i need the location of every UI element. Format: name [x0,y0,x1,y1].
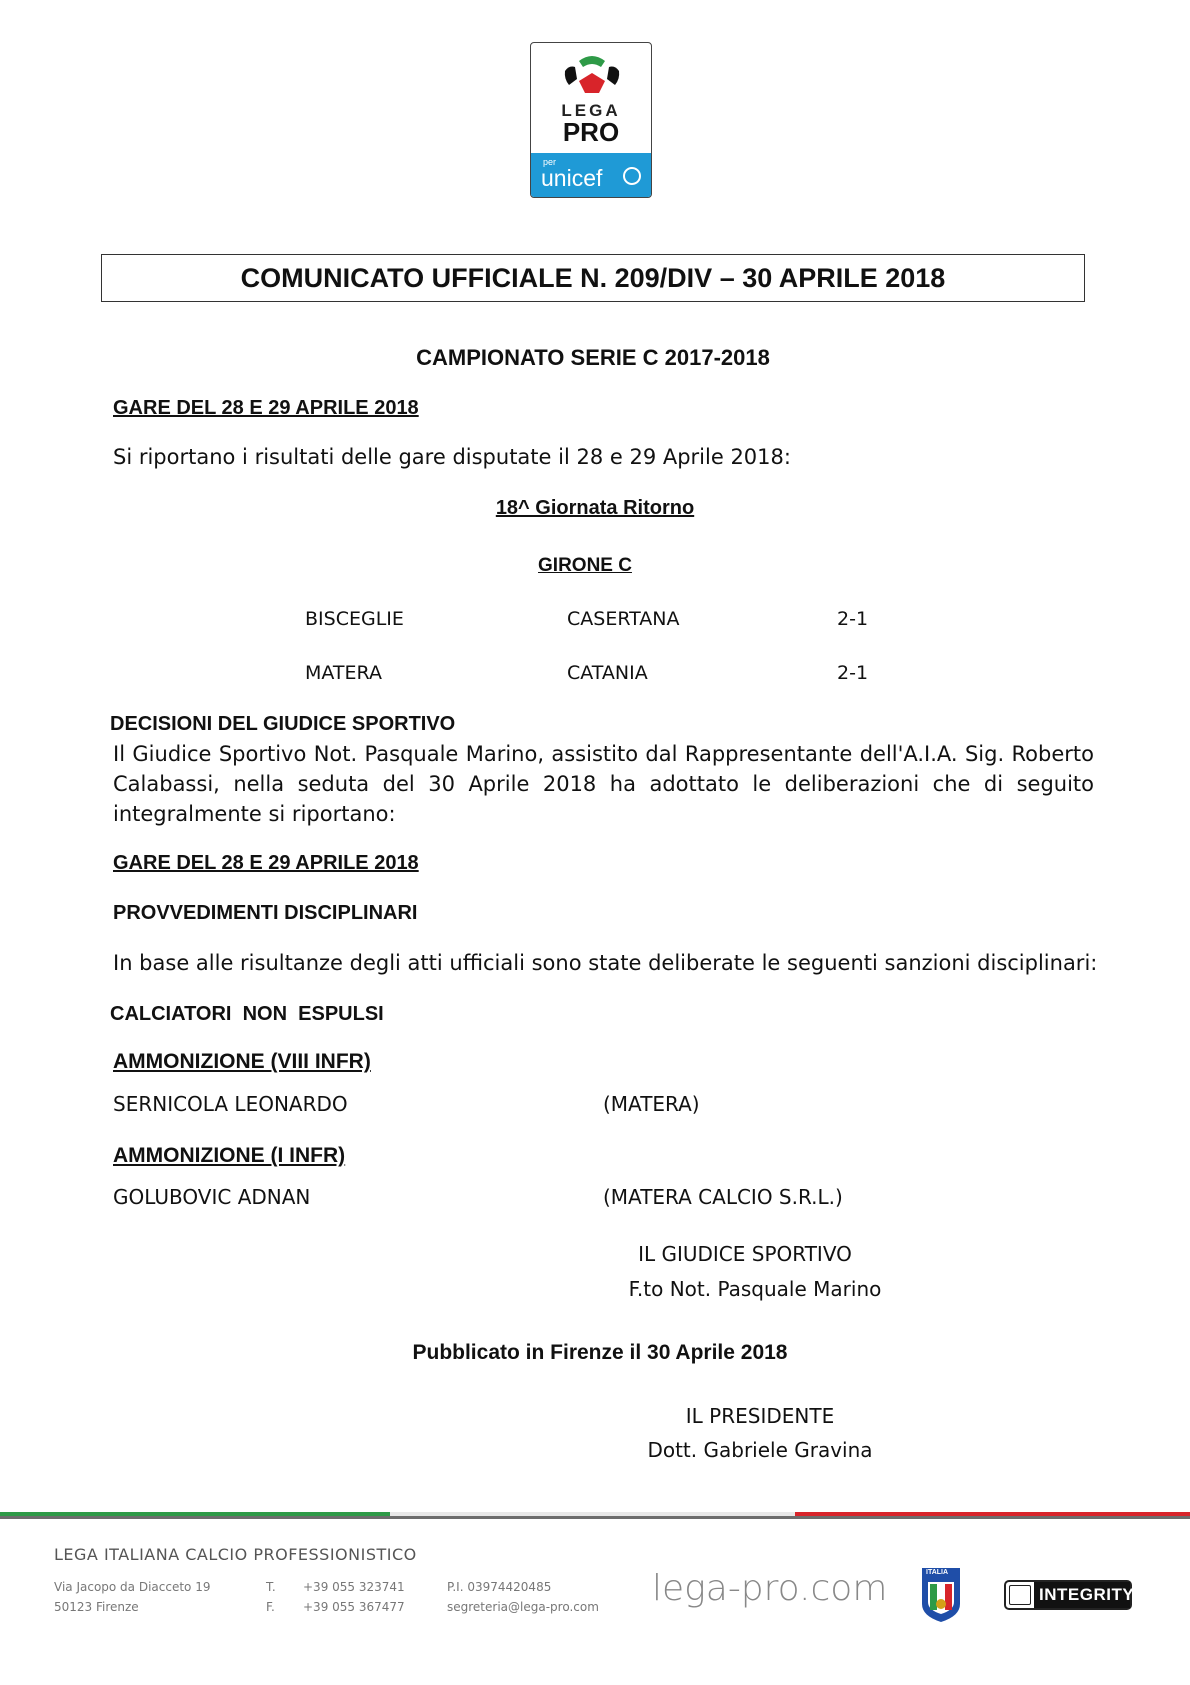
championship-heading: CAMPIONATO SERIE C 2017-2018 [416,345,770,370]
footer-phone-label: T. [266,1580,276,1594]
judge-signature: F.to Not. Pasquale Marino [628,1277,882,1301]
round-heading: 18^ Giornata Ritorno [495,497,695,519]
footer-address-line2: 50123 Firenze [54,1600,139,1614]
logo-lega-text: LEGA [561,101,621,120]
president-signature: Dott. Gabriele Gravina [647,1438,873,1462]
logo-unicef-text: unicef [541,165,603,191]
footer-address-line1: Via Jacopo da Diacceto 19 [54,1580,211,1594]
lega-pro-mini-icon [1009,1585,1031,1605]
sanction-player: GOLUBOVIC ADNAN [113,1185,311,1209]
ball-icon [559,51,625,101]
president-title: IL PRESIDENTE [685,1404,835,1428]
footer-vat: P.I. 03974420485 [447,1580,552,1594]
logo-per-text: per [543,157,557,167]
results-intro: Si riportano i risultati delle gare disputate il 28 e 29 Aprile 2018: [113,445,791,469]
logo-pro-text: PRO [562,117,620,147]
sanction-heading: AMMONIZIONE (I INFR) [113,1144,346,1167]
decisions-games-heading: GARE DEL 28 E 29 APRILE 2018 [113,852,419,874]
games-heading: GARE DEL 28 E 29 APRILE 2018 [113,397,419,419]
result-home-team: MATERA [305,662,382,684]
lega-pro-logo [530,42,652,198]
sanction-player: SERNICOLA LEONARDO [113,1092,348,1116]
result-home-team: BISCEGLIE [305,608,404,630]
decisions-heading: DECISIONI DEL GIUDICE SPORTIVO [110,713,456,735]
figc-label: ITALIA [926,1569,949,1576]
group-heading: GIRONE C [538,555,632,576]
provisions-intro: In base alle risultanze degli atti ufficiali sono state deliberate le seguenti sanzioni disciplinari: [113,951,1098,975]
footer-website-link[interactable]: lega-pro.com [652,1568,888,1609]
footer-phone: +39 055 323741 [303,1580,405,1594]
integrity-badge [1004,1580,1135,1610]
tricolor-divider [0,1510,1190,1520]
judge-title: IL GIUDICE SPORTIVO [638,1242,852,1266]
footer-email-link[interactable]: segreteria@lega-pro.com [447,1600,599,1614]
provisions-heading: PROVVEDIMENTI DISCIPLINARI [113,902,418,924]
footer-fax: +39 055 367477 [303,1600,405,1614]
result-away-team: CASERTANA [567,608,680,630]
footer-organization: LEGA ITALIANA CALCIO PROFESSIONISTICO [54,1545,417,1564]
sanction-heading: AMMONIZIONE (VIII INFR) [113,1050,371,1073]
unicef-band [531,153,651,197]
publication-note: Pubblicato in Firenze il 30 Aprile 2018 [412,1341,788,1364]
sanction-club: (MATERA CALCIO S.R.L.) [603,1185,843,1209]
result-away-team: CATANIA [567,662,648,684]
footer-fax-label: F. [266,1600,275,1614]
result-score: 2-1 [837,662,869,684]
page-title: COMUNICATO UFFICIALE N. 209/DIV – 30 APRILE 2018 [101,254,1085,302]
figc-shield-icon [920,1566,962,1624]
integrity-label: INTEGRITY [1039,1585,1135,1604]
result-score: 2-1 [837,608,869,630]
sanction-club: (MATERA) [603,1092,700,1116]
category-heading: CALCIATORI NON ESPULSI [110,1003,384,1025]
decisions-paragraph: Il Giudice Sportivo Not. Pasquale Marino, assistito dal Rappresentante dell'A.I.A. Sig. Roberto Calabassi, nella seduta del 30 Aprile 2018 ha adottato le deliberazioni che di seguito integralmente si riportano: [113,742,1094,826]
globe-icon [623,167,641,185]
